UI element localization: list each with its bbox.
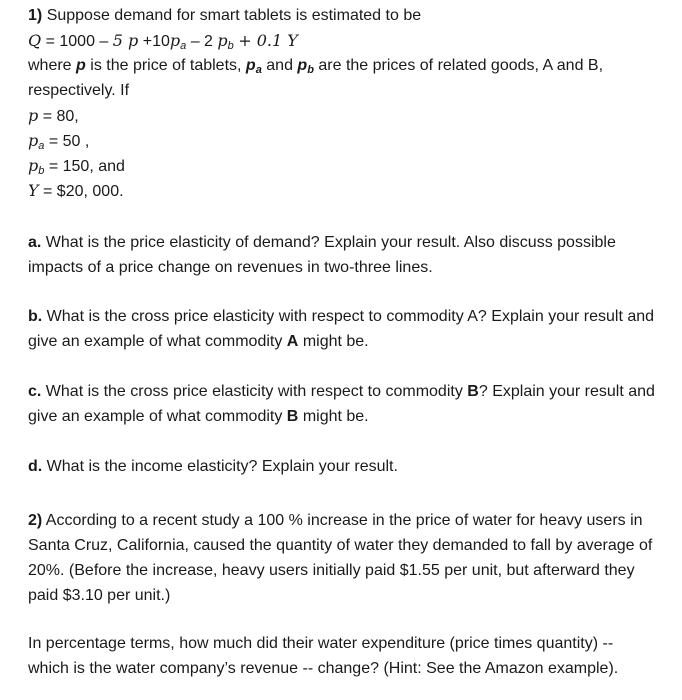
demand-equation: Q = 1000 – 5 $p +10p_a - 2$ $p_b + 0.1$ Y <box>28 31 298 52</box>
value-pb-var: p <box>28 156 39 175</box>
q1-intro: Suppose demand for smart tablets is estimated to be <box>46 7 422 24</box>
value-pb-val: = 150, and <box>48 158 125 175</box>
value-p <box>28 106 79 127</box>
value-pa-var: p <box>28 131 39 150</box>
value-pa <box>28 131 89 156</box>
value-p-val: = 80, <box>42 108 79 125</box>
question-b <box>28 304 658 354</box>
respectively-line: respectively. If <box>28 82 130 99</box>
question-c <box>28 379 658 429</box>
where-c: and <box>266 57 293 74</box>
question-d-text: What is the income elasticity? Explain your result. <box>46 458 398 475</box>
question-c-commodity-2: B <box>286 408 299 425</box>
value-Y-val: = $20, 000. <box>43 183 124 200</box>
eq-5p: 5 p <box>112 31 139 50</box>
eq-1000: 1000 <box>59 33 95 50</box>
question-2 <box>28 508 658 608</box>
value-Y-var: Y <box>28 181 39 200</box>
where-pb-sub: b <box>307 64 314 76</box>
where-p: p <box>76 57 86 74</box>
question-2-text: According to a recent study a 100 % increase in the price of water for heavy users in Santa Cruz, California, caused the quantity of water they demanded to fall by average of 20%. (Before the increase, heavy users initially paid $1.55 per unit, but afterward they paid $3.10 per unit.) <box>28 512 653 604</box>
eq-pa: p <box>169 31 181 50</box>
question-b-commodity: A <box>286 333 299 350</box>
q1-heading <box>28 6 421 26</box>
question-c-text-mid: ? Explain your result and give an example of what commodity <box>28 383 655 425</box>
eq-pb-sub: b <box>227 40 234 52</box>
question-a-text: What is the price elasticity of demand? Explain your result. Also discuss possible impacts of a price change on revenues in two-three lines. <box>28 234 616 276</box>
eq-pa-sub: a <box>180 40 187 52</box>
value-Y <box>28 181 124 202</box>
question-b-text: What is the cross price elasticity with respect to commodity A? Explain your result and give an example of what commodity <box>28 308 655 350</box>
question-c-text-end: might be. <box>302 408 369 425</box>
where-pa-sub: a <box>255 64 262 76</box>
value-pb-sub: b <box>38 165 45 177</box>
eq-01Y: + 0.1 Y <box>238 31 298 50</box>
eq-10: +10 <box>142 33 170 50</box>
question-2-followup: In percentage terms, how much did their water expenditure (price times quantity) -- which is the water company’s revenue -- change? (Hint: See the Amazon example). <box>28 635 619 677</box>
value-pa-val: = 50 , <box>48 133 90 150</box>
eq-2: 2 <box>204 33 213 50</box>
value-pa-sub: a <box>38 140 45 152</box>
where-pb: p <box>297 57 308 74</box>
question-d-label: d. <box>28 458 43 475</box>
question-a-label: a. <box>28 234 42 251</box>
question-b-label: b. <box>28 308 43 325</box>
question-c-text: What is the cross price elasticity with respect to commodity <box>45 383 463 400</box>
question-d <box>28 454 658 479</box>
question-a <box>28 230 658 280</box>
question-b-text-end: might be. <box>302 333 369 350</box>
eq-equals: = <box>45 33 55 50</box>
question-c-label: c. <box>28 383 42 400</box>
question-c-commodity: B <box>467 383 479 400</box>
where-a: where <box>28 57 72 74</box>
question-2-number: 2) <box>28 512 43 529</box>
where-pa: p <box>245 57 256 74</box>
where-b: is the price of tablets, <box>90 57 242 74</box>
value-p-var: p <box>28 106 39 125</box>
eq-pb: p <box>217 31 228 50</box>
where-d: are the prices of related goods, A and B, <box>318 57 604 74</box>
where-line <box>28 56 603 80</box>
q1-number: 1) <box>28 7 43 24</box>
eq-Q: Q <box>28 31 42 50</box>
value-pb <box>28 156 125 181</box>
